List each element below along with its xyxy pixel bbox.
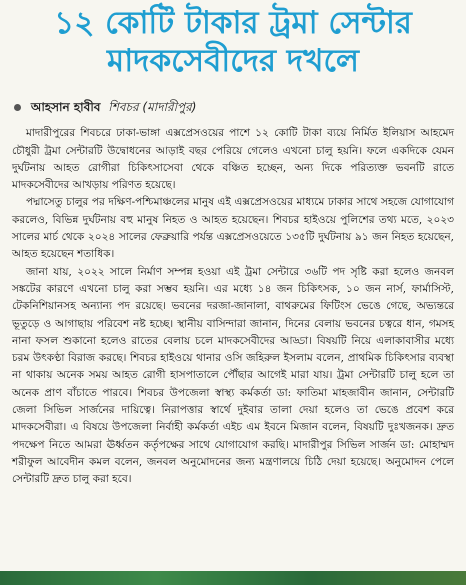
article-body xyxy=(12,125,454,488)
headline xyxy=(0,0,466,79)
headline-line-1: ১২ কোটি টাকার ট্রমা সেন্টার xyxy=(54,5,412,41)
byline xyxy=(14,99,454,119)
article-paragraph-2: পদ্মাসেতু চালুর পর দক্ষিণ-পশ্চিমাঞ্চলের মানুষ এই এক্সপ্রেসওয়ের মাধ্যমে ঢাকার সাথে সহজে যোগাযোগ করলেও, বিভিন্ন দুর্ঘটনায় বহু মানুষ নিহত ও আহত হয়েছেন। শিবচর হাইওয়ে পুলিশের তথ্য মতে, ২০২৩ সালের মার্চ থেকে ২০২৪ সালের ফেব্রুয়ারি পর্যন্ত এক্সপ্রেসওয়েতে ১৩৫টি দুর্ঘটনায় ৯১ জন নিহত হয়েছেন, আহত হয়েছেন শতাধিক। xyxy=(12,196,454,261)
bullet-icon xyxy=(14,104,21,111)
headline-line-2: মাদকসেবীদের দখলে xyxy=(106,42,360,79)
byline-location: শিবচর (মাদারীপুর) xyxy=(108,100,197,115)
byline-author: আহসান হাবীব xyxy=(30,100,101,115)
article-paragraph-3: জানা যায়, ২০২২ সালে নির্মাণ সম্পন্ন হওয়া এই ট্রমা সেন্টারে ৩৬টি পদ সৃষ্টি করা হলেও জনবল সঙ্কটের কারণে এখনো চালু করা সম্ভব হয়নি। এর মধ্যে ১৪ জন চিকিৎসক, ১০ জন নার্স, ফার্মাসিস্ট, টেকনিশিয়ানসহ অন্যান্য পদ রয়েছে। ভবনের দরজা-জানালা, বাথরুমের ফিটিংস ভেঙে গেছে, অভ্যন্তরে ভূতুড়ে ও আগাছায় পরিবেশ নষ্ট হচ্ছে। স্থানীয় বাসিন্দারা জানান, দিনের বেলায় ভবনের চত্বরে ধান, গমসহ নানা ফসল শুকানো হলেও রাতের বেলায় চলে মাদকসেবীদের আড্ডা। বিষয়টি নিয়ে এলাকাবাসীর মধ্যে চরম উৎকণ্ঠা বিরাজ করছে। শিবচর হাইওয়ে থানার ওসি জহিরুল ইসলাম বলেন, প্রাথমিক চিকিৎসার ব্যবস্থা না থাকায় অনেক সময় আহত রোগী হাসপাতালে পৌঁছার আগেই মারা যায়। ট্রমা সেন্টারটি চালু হলে তা অনেক প্রাণ বাঁচাতে পারবে। শিবচর উপজেলা স্বাস্থ্য কর্মকর্তা ডা: ফাতিমা মাহজাবীন জানান, সেন্টারটি জেলা সিভিল সার্জনের দায়িত্বে। নিরাপত্তার স্বার্থে দুইবার তালা দেয়া হলেও তা ভেঙে প্রবেশ করে মাদকসেবীরা। এ বিষয়ে উপজেলা নির্বাহী কর্মকর্তা এইচ এম ইবনে মিজান বলেন, বিষয়টি দুঃখজনক। দ্রুত পদক্ষেপ নিতে আমরা ঊর্ধ্বতন কর্তৃপক্ষের সাথে যোগাযোগ করছি। মাদারীপুর সিভিল সার্জন ডা: মোহাম্মদ শরীফুল আবেদীন কমল বলেন, জনবল অনুমোদনের জন্য মন্ত্রণালয়ে চিঠি দেয়া হয়েছে। অনুমোদন পেলে সেন্টারটি দ্রুত চালু করা হবে। xyxy=(12,265,454,486)
photo-strip xyxy=(0,571,466,585)
article-paragraph-1: মাদারীপুরের শিবচরে ঢাকা-ভাঙ্গা এক্সপ্রেসওয়ের পাশে ১২ কোটি টাকা ব্যয়ে নির্মিত ইলিয়াস আহমেদ চৌধুরী ট্রমা সেন্টারটি উদ্বোধনের আড়াই বছর পেরিয়ে গেলেও এখনো চালু হয়নি। ফলে একদিকে যেমন দুর্ঘটনায় আহত রোগীরা চিকিৎসাসেবা থেকে বঞ্চিত হচ্ছেন, অন্য দিকে পরিত্যক্ত ভবনটি রাতে মাদকসেবীদের আখড়ায় পরিণত হয়েছে। xyxy=(12,127,454,192)
